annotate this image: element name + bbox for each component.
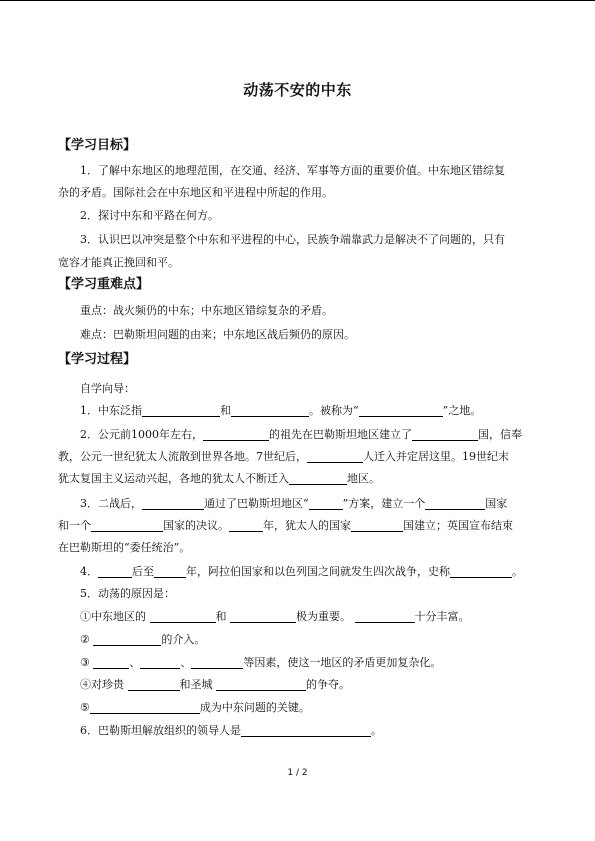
blank-field[interactable] [140, 655, 180, 669]
question-4: 4． 后至 年，阿拉伯国家和以色列国之间就发生四次战争，史称 。 [80, 565, 523, 578]
key-difficulty: 难点：巴勒斯坦问题的由来；中东地区战后频仍的原因。 [80, 328, 355, 341]
blank-field[interactable] [309, 496, 343, 510]
goal-1-line-2: 杂的矛盾。国际社会在中东地区和平进程中所起的作用。 [58, 186, 333, 199]
blank-field[interactable] [231, 403, 309, 417]
page-title: 动荡不安的中东 [243, 81, 352, 99]
page-top-border [0, 0, 595, 1]
blank-field[interactable] [142, 496, 204, 510]
question-2-line-2: 教，公元一世纪犹太人流散到世界各地。7世纪后， 人迁入并定居这里。19世纪末 [58, 450, 509, 463]
blank-field[interactable] [142, 403, 220, 417]
blank-field[interactable] [229, 518, 263, 532]
blank-field[interactable] [230, 609, 296, 623]
blank-field[interactable] [351, 518, 403, 532]
blank-field[interactable] [150, 609, 216, 623]
question-3-line-2: 和一个 国家的决议。 年，犹太人的国家 国建立；英国宣布结束 [58, 519, 513, 532]
question-5: 5．动荡的原因是： [80, 587, 175, 600]
reason-1: ①中东地区的 和 极为重要。 十分丰富。 [80, 610, 470, 623]
blank-field[interactable] [191, 655, 243, 669]
blank-field[interactable] [91, 518, 163, 532]
question-6: 6．巴勒斯坦解放组织的领导人是 。 [80, 724, 382, 737]
page-number: 1 / 2 [287, 768, 308, 778]
blank-field[interactable] [450, 564, 512, 578]
goal-1-line-1: 1．了解中东地区的地理范围，在交通、经济、军事等方面的重要价值。中东地区错综复 [80, 164, 505, 177]
reason-4: ④对珍贵 和圣城 的争夺。 [80, 678, 350, 691]
blank-field[interactable] [203, 427, 269, 441]
blank-field[interactable] [93, 655, 129, 669]
blank-field[interactable] [216, 677, 306, 691]
goal-3-line-2: 宽容才能真正挽回和平。 [58, 256, 179, 269]
blank-field[interactable] [425, 496, 485, 510]
blank-field[interactable] [359, 403, 443, 417]
question-3-line-3: 在巴勒斯坦的“委任统治”。 [58, 541, 191, 554]
section-heading-goals: 【学习目标】 [58, 138, 137, 153]
blank-field[interactable] [412, 427, 478, 441]
blank-field[interactable] [93, 632, 161, 646]
self-study-intro: 自学向导： [80, 382, 135, 395]
question-1: 1．中东泛指 和 。被称为“ ”之地。 [80, 404, 482, 417]
question-2-line-1: 2．公元前1000年左右， 的祖先在巴勒斯坦地区建立了 国，信奉 [80, 428, 522, 441]
blank-field[interactable] [154, 564, 186, 578]
blank-field[interactable] [241, 723, 371, 737]
key-focus: 重点：战火频仍的中东；中东地区错综复杂的矛盾。 [80, 304, 333, 317]
goal-3-line-1: 3．认识巴以冲突是整个中东和平进程的中心，民族争端靠武力是解决不了问题的，只有 [80, 233, 505, 246]
blank-field[interactable] [289, 471, 347, 485]
reason-5: ⑤ 成为中东问题的关键。 [80, 701, 310, 714]
reason-2: ② 的介入。 [80, 633, 206, 646]
blank-field[interactable] [98, 564, 132, 578]
blank-field[interactable] [307, 449, 363, 463]
question-2-line-3: 犹太复国主义运动兴起，各地的犹太人不断迁入 地区。 [58, 472, 380, 485]
section-heading-process: 【学习过程】 [58, 352, 137, 367]
blank-field[interactable] [128, 677, 180, 691]
section-heading-key-points: 【学习重难点】 [58, 277, 150, 292]
goal-2: 2．探讨中东和平路在何方。 [80, 209, 219, 222]
blank-field[interactable] [90, 700, 200, 714]
blank-field[interactable] [355, 609, 415, 623]
question-3-line-1: 3．二战后， 通过了巴勒斯坦地区“ ”方案，建立一个 国家 [80, 497, 508, 510]
reason-3: ③ 、 、 等因素，使这一地区的矛盾更加复杂化。 [80, 656, 442, 669]
